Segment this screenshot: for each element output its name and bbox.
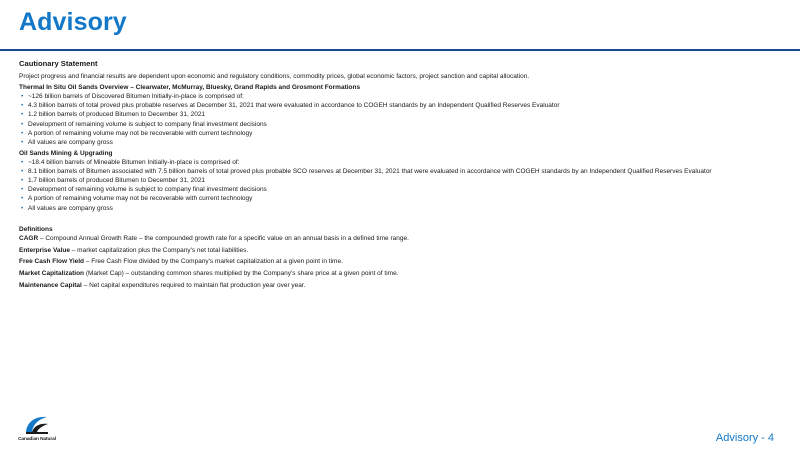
definition-item	[19, 234, 789, 243]
list-item: • 8.1 billion barrels of Bitumen associated with 7.5 billion barrels of total proved plus probable SCO reserves at December 31, 2021 that were evaluated in accordance with COGEH standards by an Independent Qualified Reserves Evaluator	[19, 167, 789, 176]
definition-text: – Net capital expenditures required to maintain flat production year over year.	[81, 281, 306, 289]
list-item: • All values are company gross	[19, 138, 789, 147]
list-item: • 4.3 billion barrels of total proved plus probable reserves at December 31, 2021 that were evaluated in accordance to COGEH standards by an Independent Qualified Reserves Evaluator	[19, 101, 789, 110]
list-item: • A portion of remaining volume may not be recoverable with current technology	[19, 129, 789, 138]
mining-list	[19, 158, 789, 213]
definition-term: Market Capitalization	[19, 269, 85, 277]
definitions-heading: Definitions	[19, 225, 53, 233]
definition-text: (Market Cap) – outstanding common shares multiplied by the Company's share price at a given point of time.	[84, 269, 399, 277]
thermal-list	[19, 92, 789, 147]
definition-term: CAGR	[19, 234, 39, 242]
definition-term: Free Cash Flow Yield	[19, 258, 85, 266]
cautionary-heading: Cautionary Statement	[19, 59, 98, 68]
thermal-heading: Thermal In Situ Oil Sands Overview – Clearwater, McMurray, Bluesky, Grand Rapids and Grosmont Formations	[19, 84, 361, 92]
list-item: • 1.2 billion barrels of produced Bitumen to December 31, 2021	[19, 110, 789, 119]
list-item: • Development of remaining volume is subject to company final investment decisions	[19, 120, 789, 129]
definition-text: – Free Cash Flow divided by the Company's market capitalization at a given point in time.	[84, 258, 343, 266]
list-item: • A portion of remaining volume may not be recoverable with current technology	[19, 194, 789, 203]
list-item: • Development of remaining volume is subject to company final investment decisions	[19, 185, 789, 194]
advisory-content	[19, 59, 789, 292]
mining-heading: Oil Sands Mining & Upgrading	[19, 149, 113, 157]
list-item: • ~126 billion barrels of Discovered Bitumen Initially-in-place is comprised of:	[19, 92, 789, 101]
definition-text: – Compound Annual Growth Rate – the compounded growth rate for a specific value on an annual basis in a defined time range.	[38, 234, 409, 242]
definition-item	[19, 246, 789, 255]
definition-text: – market capitalization plus the Company's net total liabilities.	[69, 246, 249, 254]
cautionary-intro: Project progress and financial results are dependent upon economic and regulatory conditions, commodity prices, global economic factors, project sanction and capital allocation.	[19, 73, 530, 80]
list-item: • ~18.4 billion barrels of Mineable Bitumen Initially-in-place is comprised of:	[19, 158, 789, 167]
definition-term: Maintenance Capital	[19, 281, 82, 289]
logo-mark-icon	[23, 413, 51, 437]
logo-text: Canadian Natural	[18, 437, 56, 442]
definition-term: Enterprise Value	[19, 246, 70, 254]
page-title: Advisory	[19, 8, 127, 36]
list-item: • 1.7 billion barrels of produced Bitumen to December 31, 2021	[19, 176, 789, 185]
company-logo	[14, 413, 60, 445]
list-item: • All values are company gross	[19, 204, 789, 213]
header-divider	[0, 49, 800, 51]
page-number-label: Advisory - 4	[715, 432, 774, 444]
definition-item	[19, 257, 789, 266]
definition-item	[19, 269, 789, 278]
definition-item	[19, 281, 789, 290]
